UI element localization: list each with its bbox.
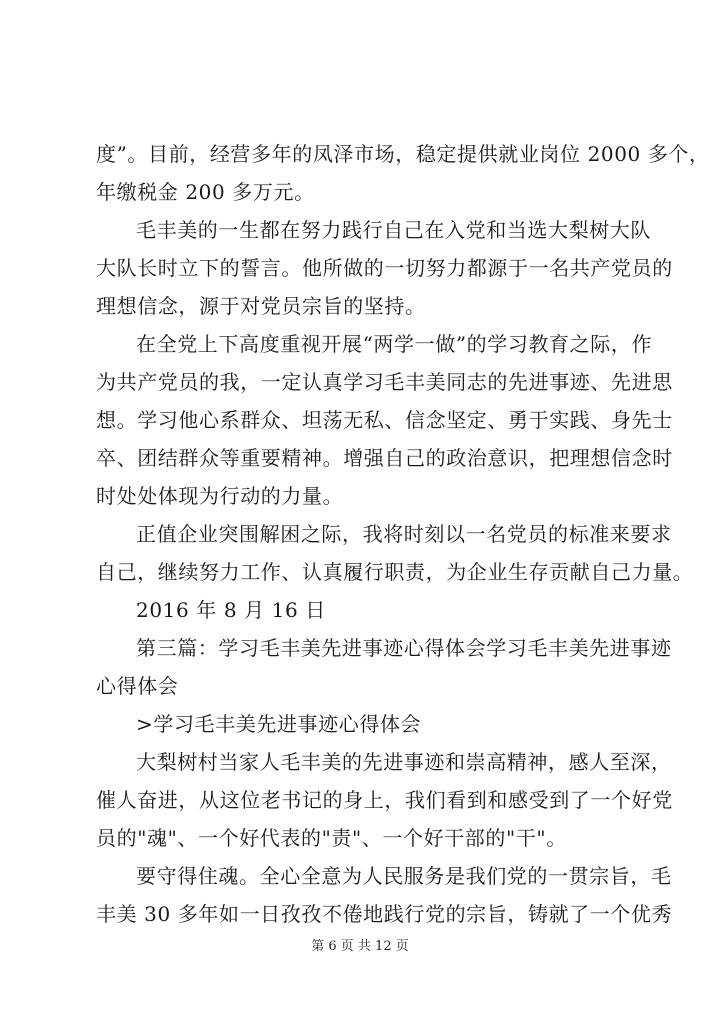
- text-line-11: 正值企业突围解困之际，我将时刻以一名党员的标准来要求: [136, 522, 672, 546]
- text-line-2: 年缴税金 200 多万元。: [96, 180, 315, 204]
- text-line-8: 想。学习他心系群众、坦荡无私、信念坚定、勇于实践、身先士: [96, 408, 673, 432]
- page-number-footer: 第 6 页 共 12 页: [311, 939, 409, 954]
- text-line-3: 毛丰美的一生都在努力践行自己在入党和当选大梨树大队: [136, 218, 651, 242]
- text-line-9: 卒、团结群众等重要精神。增强自己的政治意识，把理想信念时: [96, 446, 673, 470]
- text-line-18: 催人奋进，从这位老书记的身上，我们看到和感受到了一个好党: [96, 788, 673, 812]
- text-line-5: 理想信念，源于对党员宗旨的坚持。: [96, 294, 426, 318]
- section-title-line-2: 心得体会: [96, 674, 179, 698]
- text-line-10: 时处处体现为行动的力量。: [96, 484, 344, 508]
- text-line-4: 大队长时立下的誓言。他所做的一切努力都源于一名共产党员的: [96, 256, 673, 280]
- text-line-7: 为共产党员的我，一定认真学习毛丰美同志的先进事迹、先进思: [96, 370, 673, 394]
- text-line-19: 员的"魂"、一个好代表的"责"、一个好干部的"干"。: [96, 826, 567, 850]
- text-line-1: 度”。目前，经营多年的凤泽市场，稳定提供就业岗位 2000 多个，: [96, 142, 710, 166]
- section-title-line-1: 第三篇：学习毛丰美先进事迹心得体会学习毛丰美先进事迹: [136, 636, 672, 660]
- text-line-17: 大梨树村当家人毛丰美的先进事迹和崇高精神，感人至深，: [136, 750, 672, 774]
- subheading-line: >学习毛丰美先进事迹心得体会: [136, 712, 422, 736]
- text-line-12: 自己，继续努力工作、认真履行职责，为企业生存贡献自己力量。: [96, 560, 694, 584]
- text-line-21: 丰美 30 多年如一日孜孜不倦地践行党的宗旨，铸就了一个优秀: [96, 902, 673, 926]
- date-line: 2016 年 8 月 16 日: [136, 598, 326, 622]
- text-line-20: 要守得住魂。全心全意为人民服务是我们党的一贯宗旨，毛: [136, 864, 672, 888]
- text-line-6: 在全党上下高度重视开展“两学一做”的学习教育之际，作: [136, 332, 653, 356]
